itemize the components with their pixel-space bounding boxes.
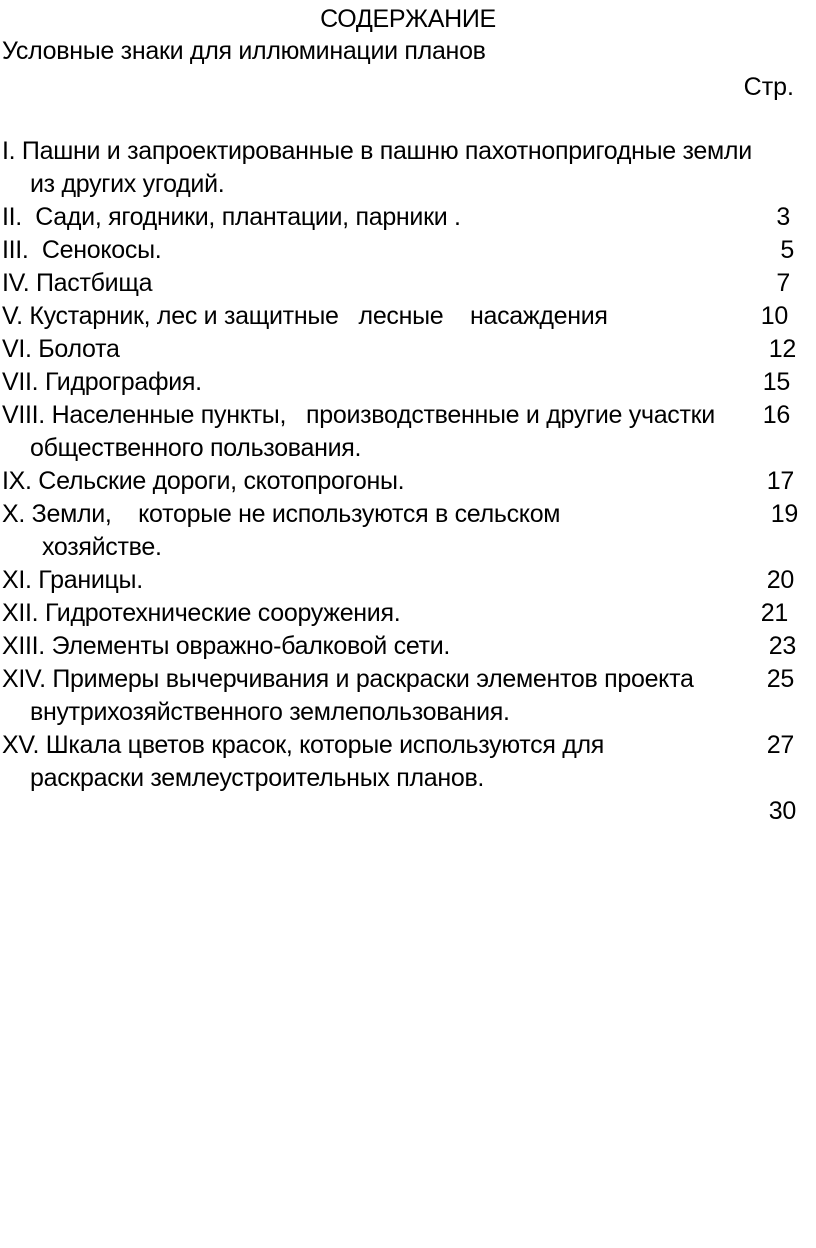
toc-entry-text: I. Пашни и запроектированные в пашню пахотнопригодные земли <box>2 137 752 165</box>
toc-entry-text: VI. Болота <box>2 335 120 363</box>
toc-row <box>0 729 816 825</box>
subtitle: Условные знаки для иллюминации планов <box>2 37 486 65</box>
page-title: СОДЕРЖАНИЕ <box>320 5 496 33</box>
toc-entry-text: IV. Пастбища <box>2 269 153 297</box>
toc-entry-page: 7 <box>776 269 790 297</box>
toc-entry-text: из других угодий. <box>30 170 225 198</box>
toc-entry-text: IX. Сельские дороги, скотопрогоны. <box>2 467 405 495</box>
toc-entry-page: 15 <box>762 368 790 396</box>
toc-entry-page: 27 <box>766 731 794 759</box>
toc-entry-text: XII. Гидротехнические сооружения. <box>2 599 401 627</box>
toc-entry-text: XV. Шкала цветов красок, которые используются для <box>2 731 605 759</box>
toc-entry-text: внутрихозяйственного землепользования. <box>30 698 510 726</box>
toc-entry-page: 25 <box>766 665 794 693</box>
toc-entry-page: 30 <box>768 797 796 825</box>
toc-entry-page: 12 <box>768 335 796 363</box>
toc-entry-text: III. Сенокосы. <box>2 236 162 264</box>
toc-entry-text: XI. Границы. <box>2 566 143 594</box>
toc-entry-page: 23 <box>768 632 796 660</box>
toc-entry-page: 20 <box>766 566 794 594</box>
toc-entry-text: VII. Гидрография. <box>2 368 202 396</box>
pages-column-header: Стр. <box>743 73 794 101</box>
toc-entry-text: II. Сади, ягодники, плантации, парники . <box>2 203 461 231</box>
table-of-contents <box>0 102 816 825</box>
toc-entry-page: 5 <box>780 236 794 264</box>
toc-entry-text: раскраски землеустроительных планов. <box>30 764 485 792</box>
toc-entry-text: VIII. Населенные пункты, производственные и другие участки <box>2 401 715 429</box>
toc-entry-page: 10 <box>760 302 788 330</box>
toc-entry-text: хозяйстве. <box>42 533 162 561</box>
toc-entry-page: 17 <box>766 467 794 495</box>
toc-entry-text: V. Кустарник, лес и защитные лесные насаждения <box>2 302 608 330</box>
toc-row <box>0 102 816 165</box>
toc-entry-page: 16 <box>762 401 790 429</box>
toc-entry-page: 21 <box>760 599 788 627</box>
toc-entry-page: 3 <box>776 203 790 231</box>
toc-entry-text: X. Земли, которые не используются в сельском <box>2 500 561 528</box>
toc-entry-text: XIV. Примеры вычерчивания и раскраски элементов проекта <box>2 665 694 693</box>
toc-entry-text: общественного пользования. <box>30 434 362 462</box>
toc-entry-text: XIII. Элементы овражно-балковой сети. <box>2 632 451 660</box>
toc-entry-page: 19 <box>770 500 798 528</box>
